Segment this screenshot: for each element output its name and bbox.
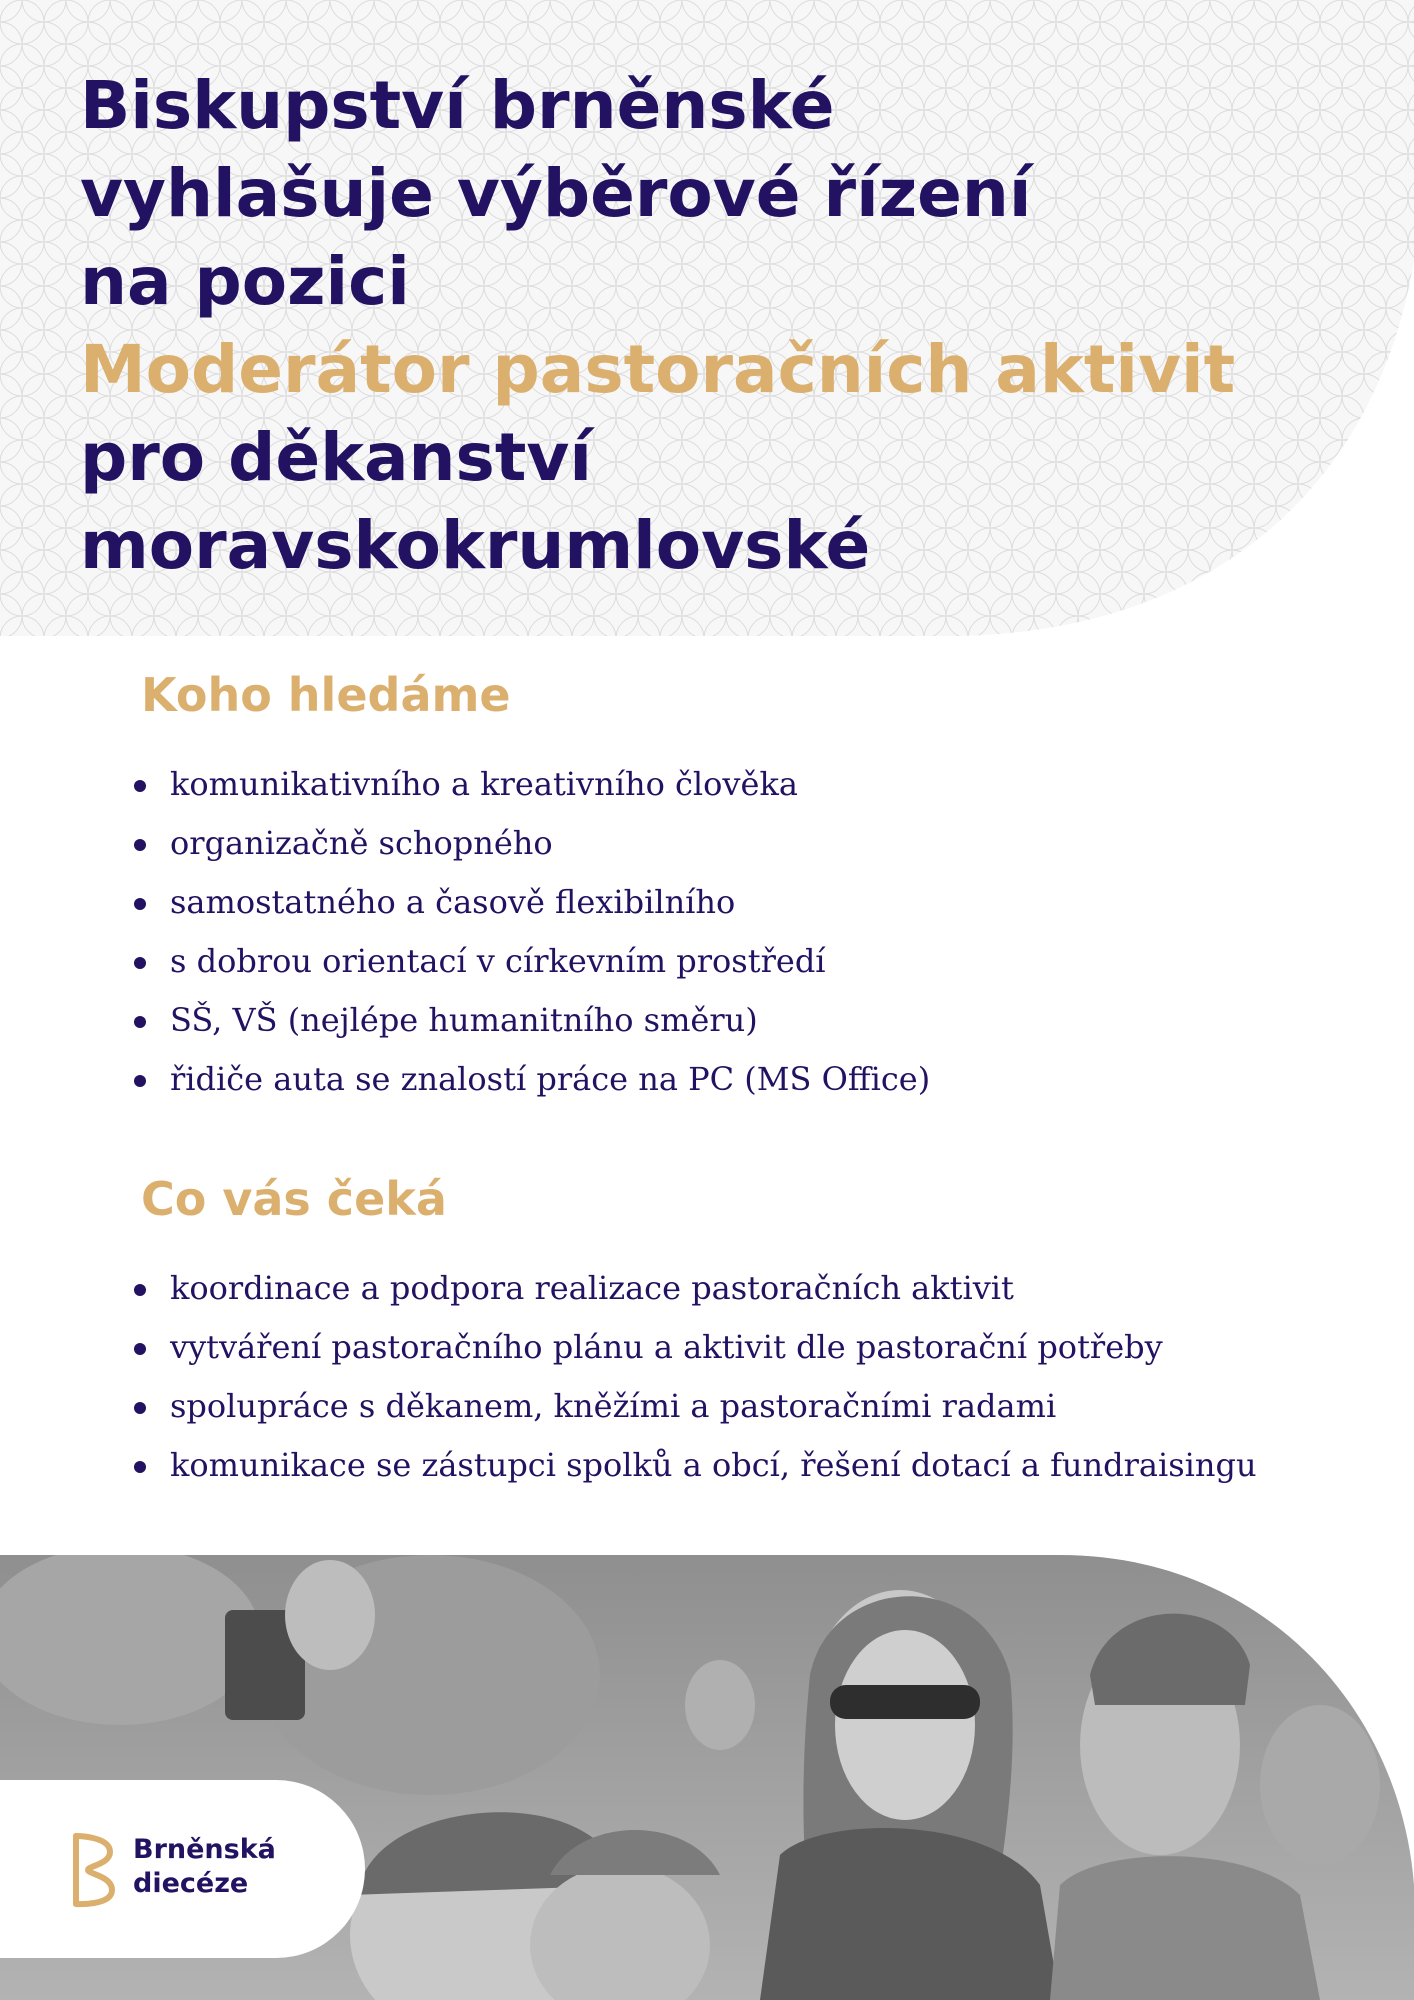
- logo-text: [133, 1833, 276, 1901]
- b-monogram-icon: [70, 1832, 116, 1908]
- list-item: komunikace se zástupci spolků a obcí, řešení dotací a fundraisingu: [134, 1436, 1257, 1495]
- title-line-2: vyhlašuje výběrové řízení: [80, 155, 1032, 232]
- heading-who-we-seek: Koho hledáme: [141, 668, 511, 722]
- list-item: komunikativního a kreativního člověka: [134, 755, 930, 814]
- list-item: organizačně schopného: [134, 814, 930, 873]
- list-item: vytváření pastoračního plánu a aktivit dle pastorační potřeby: [134, 1318, 1257, 1377]
- logo-badge: [0, 1780, 365, 1958]
- list-item: spolupráce s děkanem, kněžími a pastoračními radami: [134, 1377, 1257, 1436]
- list-item: SŠ, VŠ (nejlépe humanitního směru): [134, 991, 930, 1050]
- title-line-6: moravskokrumlovské: [80, 507, 871, 584]
- title-line-3: na pozici: [80, 243, 410, 320]
- logo-line-2: diecéze: [133, 1868, 249, 1899]
- list-item: samostatného a časově flexibilního: [134, 873, 930, 932]
- list-item: koordinace a podpora realizace pastoračních aktivit: [134, 1259, 1257, 1318]
- list-item: řidiče auta se znalostí práce na PC (MS Office): [134, 1050, 930, 1109]
- list-who-we-seek: [134, 755, 930, 1109]
- position-title: Moderátor pastoračních aktivit: [80, 331, 1236, 408]
- title-line-1: Biskupství brněnské: [80, 67, 835, 144]
- title-line-5: pro děkanství: [80, 419, 593, 496]
- list-item: s dobrou orientací v církevním prostředí: [134, 932, 930, 991]
- logo-line-1: Brněnská: [133, 1834, 276, 1865]
- list-what-awaits: [134, 1259, 1257, 1495]
- heading-what-awaits: Co vás čeká: [141, 1172, 447, 1226]
- page-title: [80, 62, 1380, 590]
